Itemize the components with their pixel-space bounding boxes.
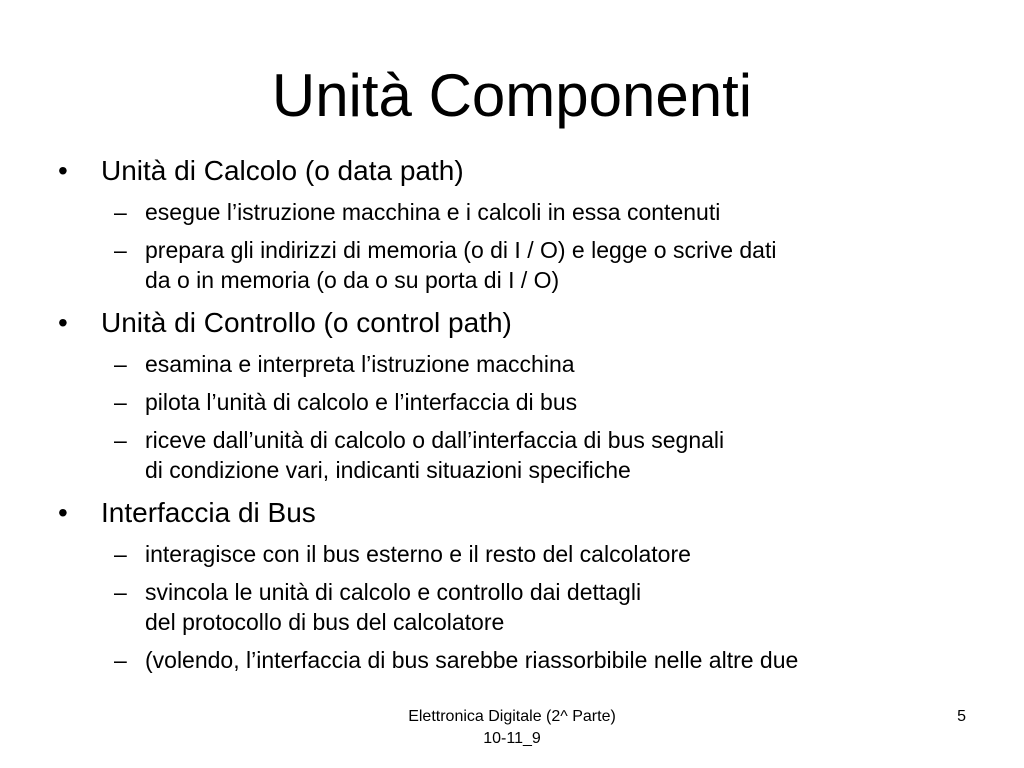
list-item [56,539,996,569]
slide-content [56,153,996,675]
list-item-text: riceve dall’unità di calcolo o dall’interfaccia di bus segnali [145,427,725,453]
section-heading-text: Unità di Calcolo (o data path) [101,155,464,186]
dash-icon: – [114,199,127,225]
list-item [56,645,996,675]
section-heading-unita-di-calcolo [56,153,996,189]
list-item-text: esamina e interpreta l’istruzione macchina [145,351,575,377]
list-item-text-continued: del protocollo di bus del calcolatore [145,609,505,635]
list-item [56,197,996,227]
section-heading-interfaccia-di-bus [56,495,996,531]
footer-course [0,706,1024,750]
page-number: 5 [957,708,966,725]
list-item-text: interagisce con il bus esterno e il resto del calcolatore [145,541,691,567]
list-item-text: pilota l’unità di calcolo e l’interfaccia di bus [145,389,578,415]
list-item [56,349,996,379]
list-item-text-continued: di condizione vari, indicanti situazioni specifiche [145,457,631,483]
dash-icon: – [114,237,127,263]
dash-icon: – [114,541,127,567]
list-item [56,387,996,417]
bullet-icon: • [58,307,68,338]
section-heading-text: Unità di Controllo (o control path) [101,307,512,338]
bullet-icon: • [58,155,68,186]
dash-icon: – [114,351,127,377]
list-item-text-continued: da o in memoria (o da o su porta di I / O) [145,267,560,293]
dash-icon: – [114,389,127,415]
bullet-icon: • [58,497,68,528]
list-item [56,577,996,637]
dash-icon: – [114,647,127,673]
footer-course-title: Elettronica Digitale (2^ Parte) [408,708,616,725]
section-heading-text: Interfaccia di Bus [101,497,316,528]
list-item [56,235,996,295]
section-heading-unita-di-controllo [56,305,996,341]
slide-title: Unità Componenti [271,62,753,129]
dash-icon: – [114,579,127,605]
list-item-text: esegue l’istruzione macchina e i calcoli in essa contenuti [145,199,721,225]
list-item-text: (volendo, l’interfaccia di bus sarebbe riassorbibile nelle altre due [145,647,799,673]
list-item-text: prepara gli indirizzi di memoria (o di I / O) e legge o scrive dati [145,237,777,263]
dash-icon: – [114,427,127,453]
footer-course-code: 10-11_9 [483,730,541,747]
list-item-text: svincola le unità di calcolo e controllo dai dettagli [145,579,642,605]
list-item [56,425,996,485]
